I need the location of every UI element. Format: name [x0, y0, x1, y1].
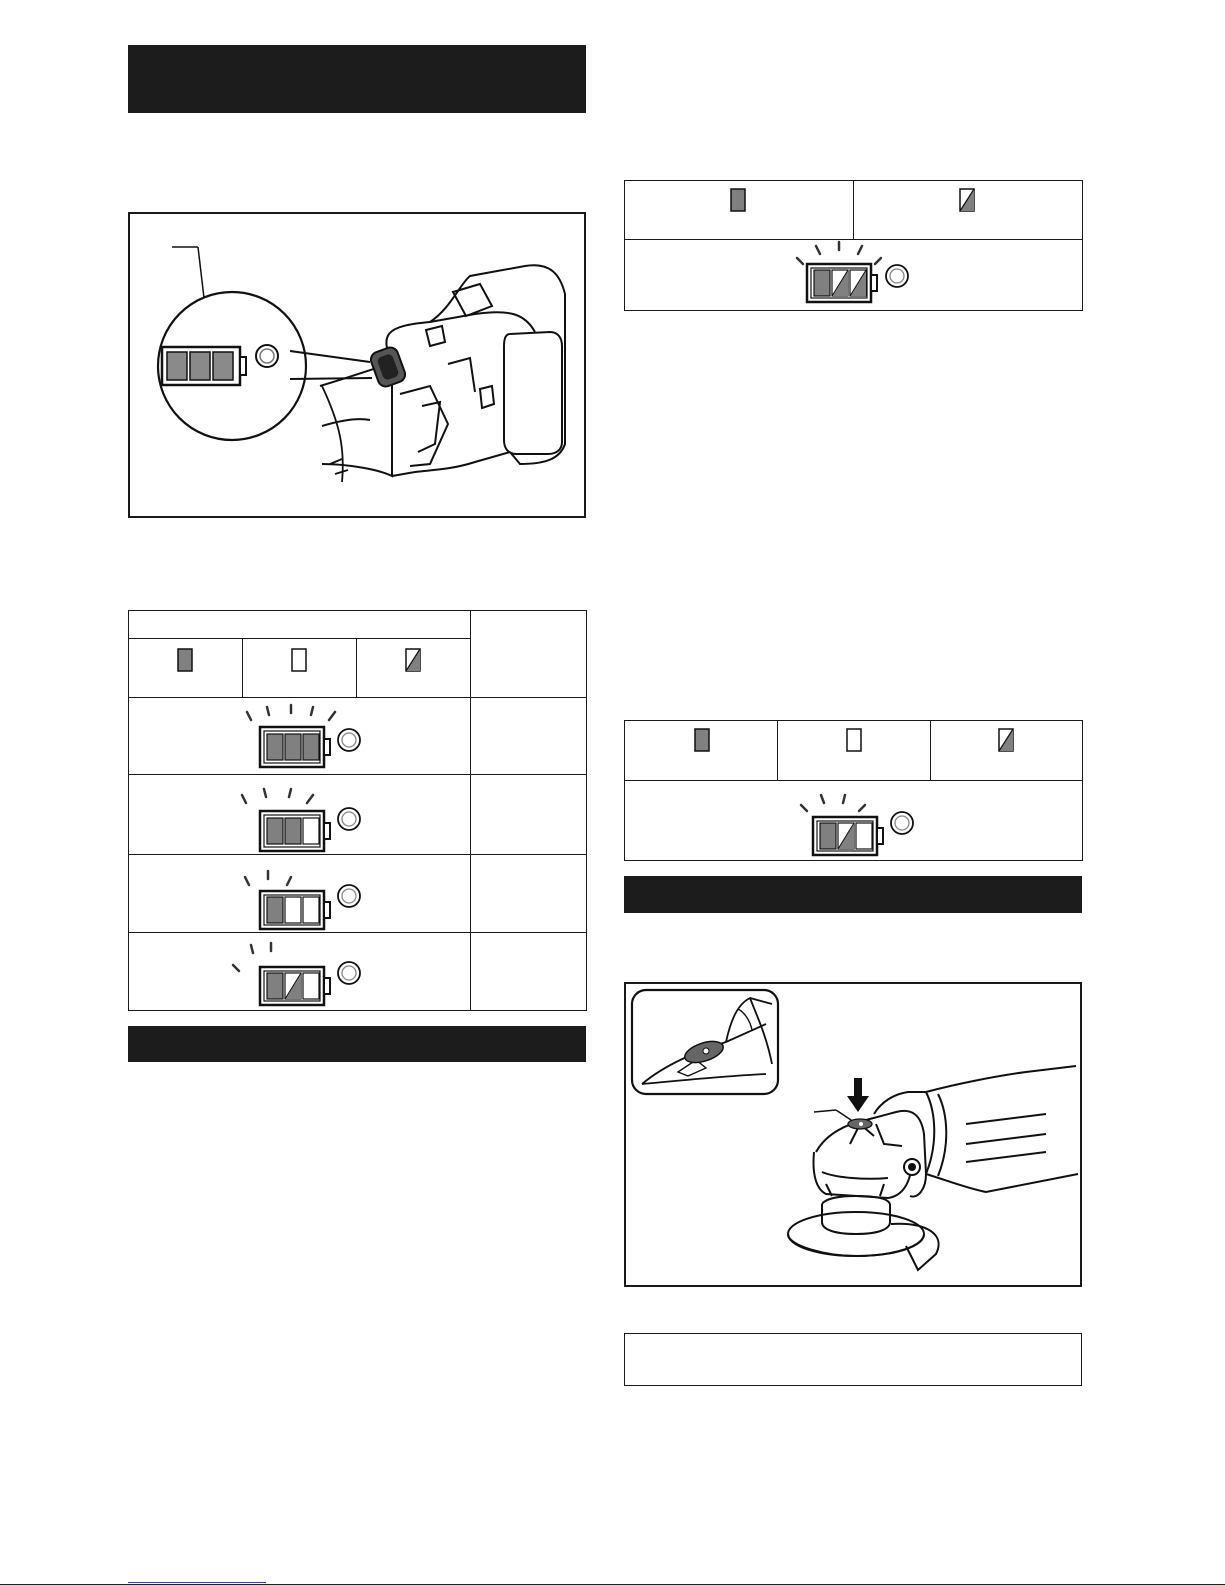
legend-blink-cell — [931, 721, 1083, 781]
shaft-lock-icon — [848, 1119, 872, 1129]
tool-body-icon — [320, 265, 565, 476]
battery-indicator-icon — [129, 775, 469, 853]
table-header-right — [471, 611, 587, 698]
legend-off-cell — [243, 639, 357, 698]
note-box — [624, 1333, 1082, 1386]
table-row — [129, 933, 471, 1011]
remaining-capacity-table — [128, 610, 587, 1011]
legend-lit-cell — [625, 721, 778, 781]
battery-indicator-icon — [162, 347, 246, 385]
battery-indicator-icon — [129, 855, 469, 931]
press-arrow-icon — [847, 1078, 869, 1112]
angle-grinder-illustration — [626, 984, 1080, 1285]
table-row-value — [471, 933, 587, 1011]
blinking-segment-icon — [999, 729, 1013, 751]
lit-segment-icon — [695, 729, 709, 751]
legend-lit-cell — [625, 181, 854, 240]
legend-blink-cell — [357, 639, 471, 698]
shaft-lock-inset — [632, 990, 778, 1094]
battery-indicator-icon — [625, 781, 1081, 859]
off-segment-icon — [847, 729, 861, 751]
check-button-icon — [256, 345, 278, 367]
table-row — [129, 855, 471, 933]
indicator-table-bottom — [624, 720, 1083, 861]
battery-indicator-icon — [129, 698, 469, 774]
blinking-segment-icon — [406, 649, 420, 671]
off-segment-icon — [292, 649, 306, 671]
angle-grinder-icon — [788, 1066, 1078, 1270]
handle-grip-icon — [322, 386, 348, 482]
table-row — [129, 698, 471, 775]
footer-link-underline — [128, 1582, 266, 1583]
tool-rear-illustration — [130, 214, 584, 516]
table-row-value — [471, 855, 587, 933]
blinking-segment-icon — [960, 189, 974, 211]
table-row-value — [471, 698, 587, 775]
lit-segment-icon — [178, 649, 192, 671]
legend-lit-cell — [129, 639, 243, 698]
lit-segment-icon — [731, 189, 745, 211]
left-header-bar — [128, 45, 586, 113]
battery-indicator-icon — [625, 240, 1081, 310]
indicator-window-icon — [369, 345, 408, 388]
table-header-group — [129, 611, 471, 639]
battery-indicator-icon — [129, 933, 469, 1009]
legend-off-cell — [778, 721, 931, 781]
left-section-bar — [128, 1026, 586, 1062]
table-row — [129, 775, 471, 855]
indicator-table-top — [624, 180, 1083, 311]
legend-blink-cell — [854, 181, 1083, 240]
table-row-value — [471, 775, 587, 855]
figure-shaft-lock — [624, 982, 1082, 1287]
table-row — [625, 781, 1083, 861]
figure-battery-indicator — [128, 212, 586, 518]
right-section-bar — [624, 876, 1082, 913]
table-row — [625, 240, 1083, 311]
